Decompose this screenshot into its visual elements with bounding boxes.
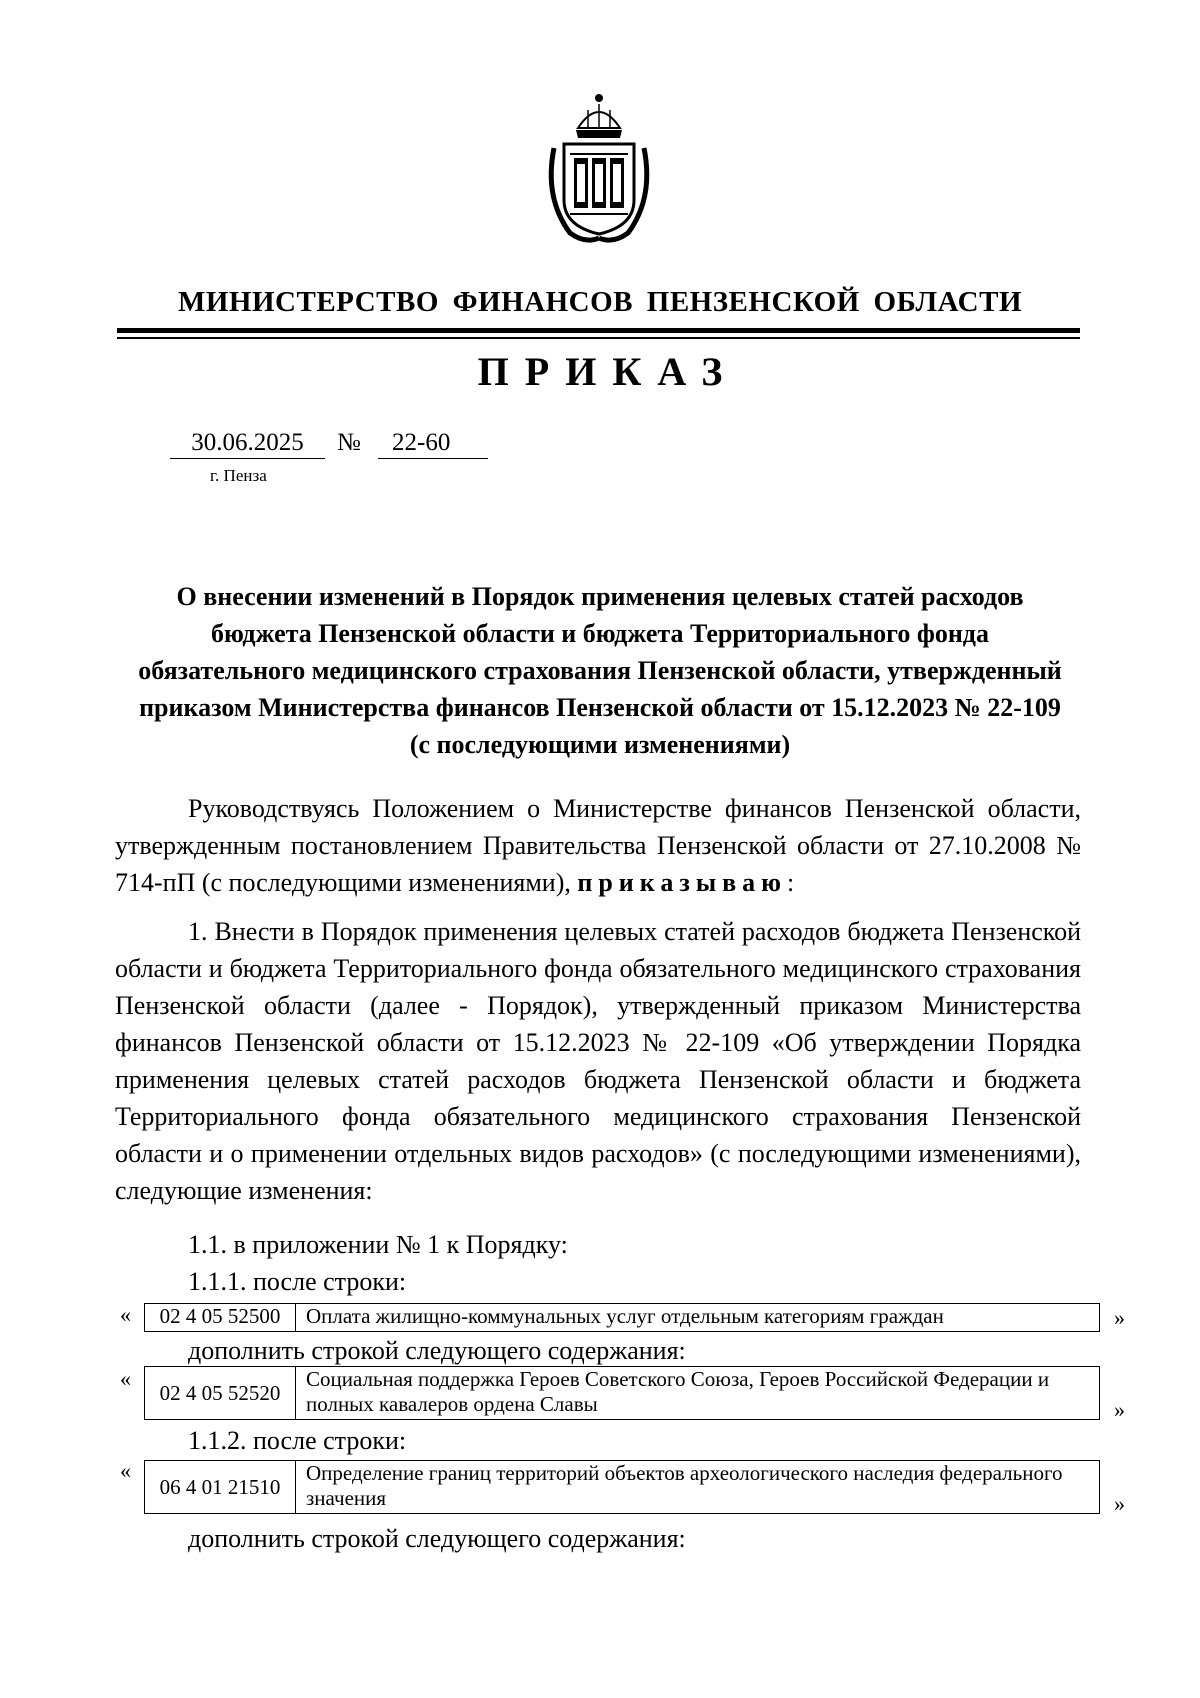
preamble-paragraph xyxy=(115,790,1081,901)
row-name: Определение границ территорий объектов археологического наследия федерального значения xyxy=(296,1461,1100,1514)
header-rule-thin xyxy=(117,337,1080,339)
item-1-1-1: 1.1.1. после строки: xyxy=(188,1267,407,1296)
item-1-1-2: 1.1.2. после строки: xyxy=(188,1426,407,1455)
row-code: 06 4 01 21510 xyxy=(145,1461,296,1514)
quote-close: » xyxy=(1114,1491,1125,1516)
quote-open: « xyxy=(120,1458,131,1483)
budget-row-table xyxy=(144,1303,1100,1332)
row-name: Оплата жилищно-коммунальных услуг отдельным категориям граждан xyxy=(296,1304,1100,1332)
preamble-tail: : xyxy=(787,868,795,897)
add-row-label: дополнить строкой следующего содержания: xyxy=(188,1336,686,1365)
quote-close: » xyxy=(1114,1305,1125,1330)
order-date: 30.06.2025 xyxy=(170,428,325,459)
budget-row-table xyxy=(144,1366,1100,1420)
item-1-paragraph: 1. Внести в Порядок применения целевых статей расходов бюджета Пензенской области и бюджета Территориального фонда обязательного медицинского страхования Пензенской области (далее - Порядок), утвержденный приказом Министерства финансов Пензенской области от 15.12.2023 № 22-109 «Об утверждении Порядка применения целевых статей расходов бюджета Пензенской области и бюджета Территориального фонда обязательного медицинского страхования Пензенской области и о применении отдельных видов расходов» (с последующими изменениями), следующие изменения: xyxy=(115,917,1081,1205)
coat-of-arms-emblem xyxy=(540,88,658,248)
add-row-label: дополнить строкой следующего содержания: xyxy=(188,1524,686,1553)
order-city: г. Пенза xyxy=(210,466,267,485)
quote-open: « xyxy=(120,1366,131,1391)
item-1-1: 1.1. в приложении № 1 к Порядку: xyxy=(188,1230,568,1259)
order-number: 22-60 xyxy=(378,428,488,459)
row-code: 02 4 05 52500 xyxy=(145,1304,296,1332)
budget-row-table xyxy=(144,1460,1100,1514)
document-type: ПРИКАЗ xyxy=(477,349,739,394)
document-title: О внесении изменений в Порядок применения целевых статей расходов бюджета Пензенской области и бюджета Территориального фонда обязательного медицинского страхования Пензенской области, утвержденный приказом Министерства финансов Пензенской области от 15.12.2023 № 22-109 (с последующими изменениями) xyxy=(138,582,1062,759)
table-row xyxy=(145,1367,1100,1420)
ministry-name: МИНИСТЕРСТВО ФИНАНСОВ ПЕНЗЕНСКОЙ ОБЛАСТИ xyxy=(177,286,1023,318)
header-rule-thick xyxy=(117,328,1080,333)
number-sign: № xyxy=(337,429,361,456)
row-name: Социальная поддержка Героев Советского Союза, Героев Российской Федерации и полных кавалеров ордена Славы xyxy=(296,1367,1100,1420)
row-code: 02 4 05 52520 xyxy=(145,1367,296,1420)
quote-close: » xyxy=(1114,1397,1125,1422)
order-word: приказываю xyxy=(577,868,788,897)
table-row xyxy=(145,1304,1100,1332)
table-row xyxy=(145,1461,1100,1514)
quote-open: « xyxy=(120,1302,131,1327)
preamble-text: Руководствуясь Положением о Министерстве финансов Пензенской области, утвержденным постановлением Правительства Пензенской области от 27.10.2008 № 714-пП (с последующими изменениями), xyxy=(115,794,1081,897)
